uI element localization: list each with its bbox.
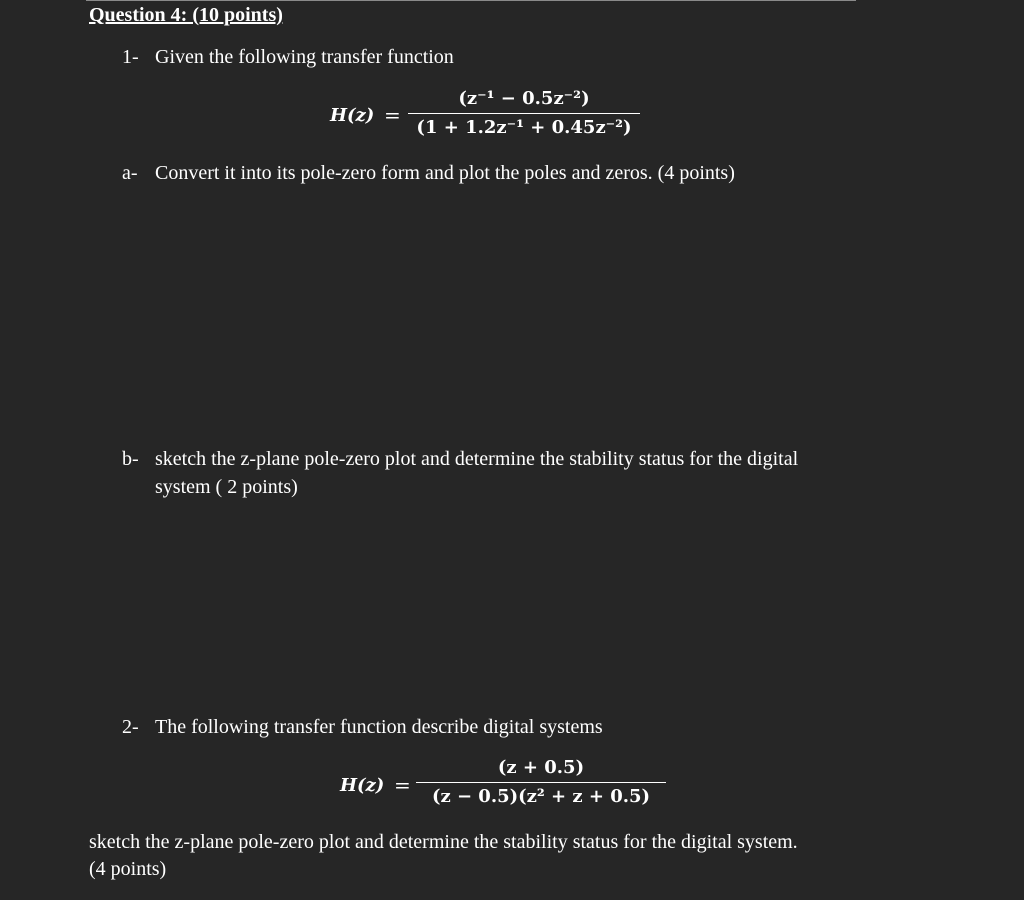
- part1b-text-line2: system ( 2 points): [155, 476, 298, 498]
- part1-lhs-text: H(z): [330, 105, 375, 126]
- part2-fraction-bar: [416, 782, 666, 783]
- part2-text-line1: sketch the z-plane pole-zero plot and determine the stability status for the digital system.: [89, 831, 798, 853]
- part1b-label: b-: [122, 448, 139, 470]
- part1-fraction: [408, 88, 640, 139]
- part2-text-line2: (4 points): [89, 858, 167, 880]
- part2-number: 2-: [122, 716, 139, 738]
- part2-equals-sign: =: [394, 773, 411, 797]
- part1-equation-lhs: [330, 105, 374, 127]
- part1b-text-line1: sketch the z-plane pole-zero plot and determine the stability status for the digital: [155, 448, 799, 470]
- part1-numerator: (z⁻¹ − 0.5z⁻²): [458, 88, 590, 109]
- part2-fraction: [416, 757, 666, 808]
- part2-numerator: (z + 0.5): [497, 757, 585, 778]
- part1-fraction-bar: [408, 113, 640, 114]
- part1-denominator: (1 + 1.2z⁻¹ + 0.45z⁻²): [416, 117, 632, 138]
- top-rule: [86, 0, 856, 1]
- question-heading: Question 4: (10 points): [89, 4, 283, 26]
- part2-lhs-text: H(z): [340, 775, 385, 796]
- part1-equals-sign: =: [384, 103, 401, 127]
- part1-number: 1-: [122, 46, 139, 68]
- part2-denominator: (z − 0.5)(z² + z + 0.5): [431, 786, 651, 807]
- part1-intro: Given the following transfer function: [155, 46, 454, 68]
- part1a-label: a-: [122, 162, 138, 184]
- part2-intro: The following transfer function describe digital systems: [155, 716, 603, 738]
- part1a-text: Convert it into its pole-zero form and plot the poles and zeros. (4 points): [155, 162, 735, 184]
- part2-equation-lhs: [340, 775, 384, 797]
